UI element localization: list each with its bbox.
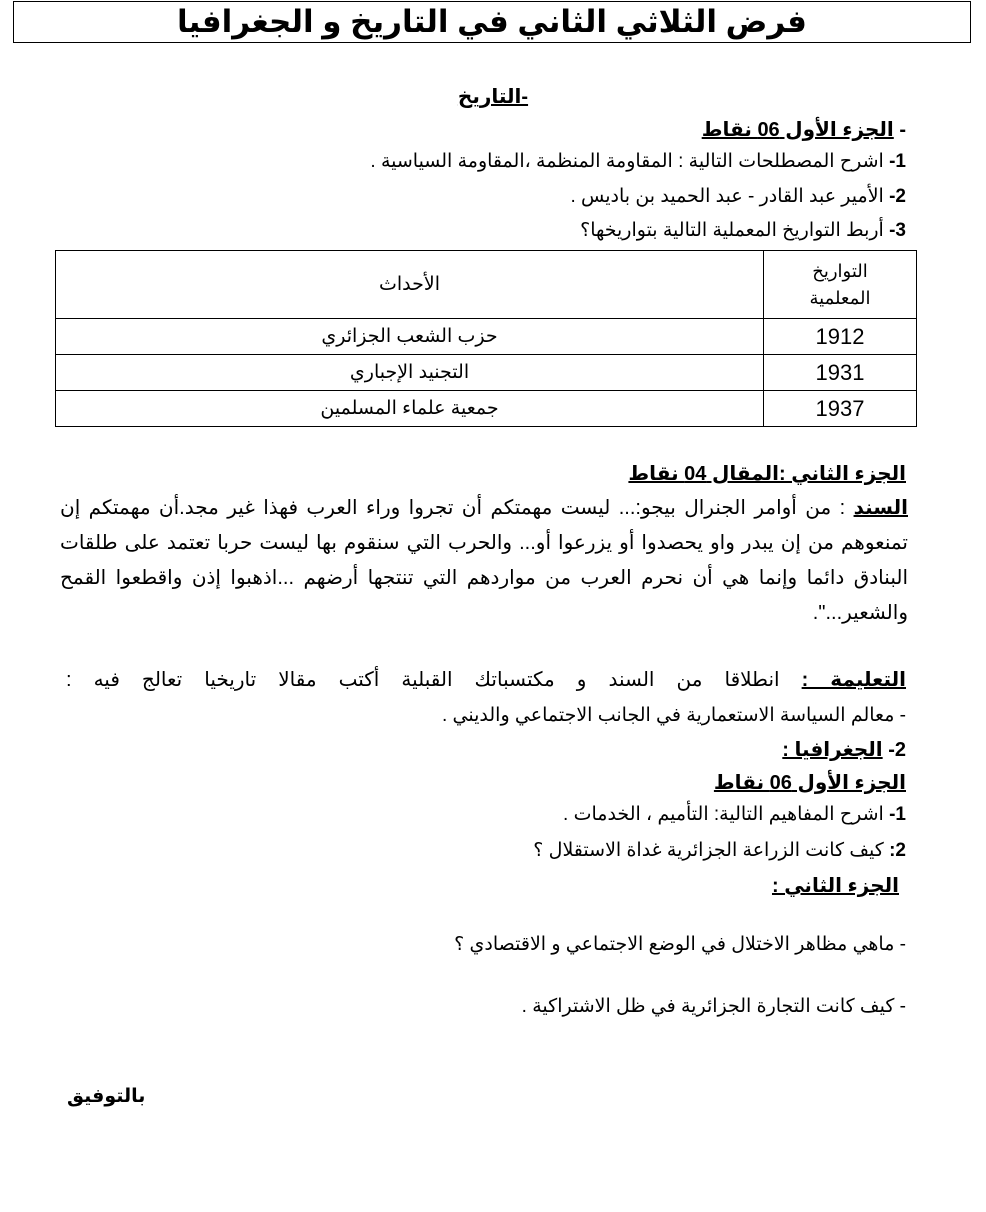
table-row	[56, 355, 917, 391]
geography-part2-label: الجزء الثاني :	[771, 875, 899, 897]
history-part2-label: الجزء الثاني :المقال 04 نقاط	[628, 463, 906, 485]
table-cell-year: 1937	[764, 391, 917, 427]
page-title: فرض الثلاثي الثاني في التاريخ و الجغرافيا	[177, 4, 807, 39]
dates-events-table	[55, 250, 917, 427]
table-cell-event: جمعية علماء المسلمين	[56, 391, 764, 427]
closing-text: بالتوفيق	[67, 1086, 146, 1107]
history-q3	[580, 219, 906, 242]
geography-q2-num: 2:	[889, 840, 906, 861]
instruction-text: انطلاقا من السند و مكتسباتك القبلية أكتب مقالا تاريخيا تعالج فيه :	[66, 669, 802, 691]
table-header-events: الأحداث	[56, 251, 764, 319]
history-q2-num: 2-	[889, 186, 906, 207]
geography-q1-text: اشرح المفاهيم التالية: التأميم ، الخدمات .	[563, 804, 890, 825]
instruction-line	[66, 667, 906, 692]
geography-q2	[533, 839, 906, 862]
header-dates-line1: التواريخ	[812, 260, 868, 281]
table-cell-event: حزب الشعب الجزائري	[56, 319, 764, 355]
history-part1-label: الجزء الأول 06 نقاط	[701, 119, 894, 141]
source-paragraph	[60, 491, 908, 631]
instruction-label: التعليمة :	[801, 669, 906, 691]
geography-heading-line	[782, 737, 906, 762]
geography-q1	[563, 803, 906, 826]
part1-label-line	[702, 117, 906, 142]
geography-part2-q2: - كيف كانت التجارة الجزائرية في ظل الاشتراكية .	[521, 996, 906, 1017]
instruction-item: - معالم السياسة الاستعمارية في الجانب الاجتماعي والديني .	[441, 705, 906, 726]
table-row	[56, 391, 917, 427]
table-header-row	[56, 251, 917, 319]
history-q3-num: 3-	[889, 220, 906, 241]
history-q2-text: الأمير عبد القادر - عبد الحميد بن باديس .	[570, 186, 890, 207]
history-q3-text: أربط التواريخ المعملية التالية بتواريخها؟	[580, 220, 890, 241]
geography-q1-num: 1-	[889, 804, 906, 825]
history-heading: -التاريخ	[457, 86, 529, 108]
part1-prefix: -	[893, 119, 906, 141]
geography-heading-num: 2-	[882, 739, 906, 761]
history-q1-text: اشرح المصطلحات التالية : المقاومة المنظمة ،المقاومة السياسية .	[370, 151, 890, 172]
table-header-dates	[764, 251, 917, 319]
history-q1	[370, 150, 906, 173]
table-cell-year: 1912	[764, 319, 917, 355]
geography-part2-q1: - ماهي مظاهر الاختلال في الوضع الاجتماعي و الاقتصادي ؟	[454, 934, 906, 955]
table-row	[56, 319, 917, 355]
geography-heading: الجغرافيا :	[782, 739, 883, 761]
source-label: السند	[853, 497, 908, 519]
source-text: : من أوامر الجنرال بيجو:... ليست مهمتكم أن تجروا وراء العرب فهذا غير مجد.أن مهمتكم إن تمنعوهم من إن يبدر واو يحصدوا أو يزرعوا أو... والحرب التي سنقوم بها ليست حربا تعتمد على طلقات البنادق دائما وإنما هي أن نحرم العرب من مواردهم التي تنتجها أرضهم ...اذهبوا إذن واقطعوا القمح والشعير...".	[60, 497, 908, 624]
table-cell-event: التجنيد الإجباري	[56, 355, 764, 391]
header-dates-line2: المعلمية	[809, 287, 871, 308]
geography-part1-label: الجزء الأول 06 نقاط	[713, 772, 906, 794]
title-box	[13, 1, 971, 43]
history-q2	[570, 185, 906, 208]
history-q1-num: 1-	[889, 151, 906, 172]
geography-q2-text: كيف كانت الزراعة الجزائرية غداة الاستقلال ؟	[533, 840, 890, 861]
table-cell-year: 1931	[764, 355, 917, 391]
